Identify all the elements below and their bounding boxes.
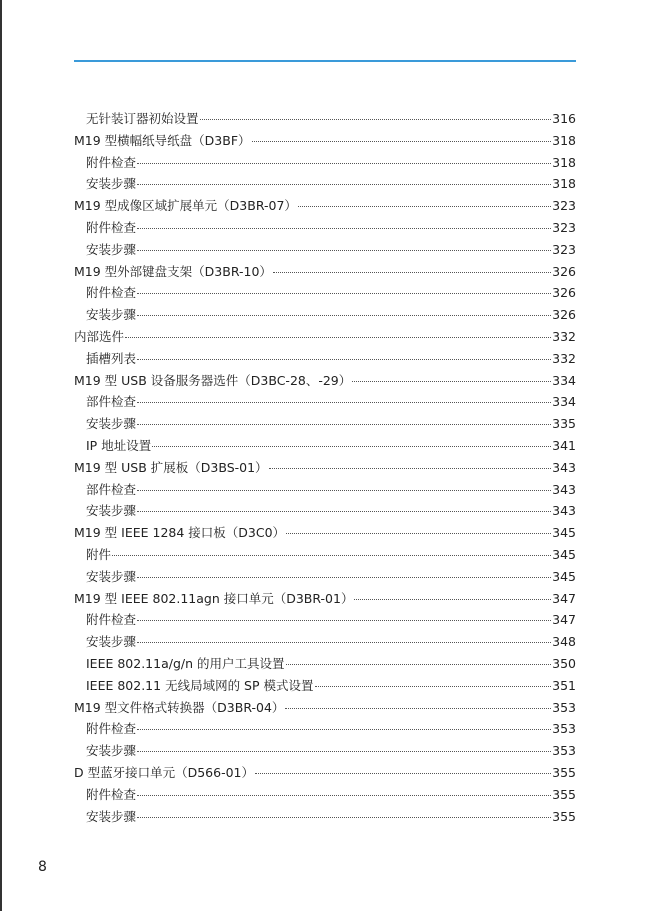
- toc-entry-title: M19 型 IEEE 1284 接口板（D3C0）: [74, 525, 286, 541]
- toc-leader-dots: [285, 707, 551, 709]
- toc-leader-dots: [286, 532, 551, 534]
- toc-leader-dots: [137, 576, 551, 578]
- toc-entry[interactable]: [74, 261, 576, 283]
- toc-entry-title: M19 型文件格式转换器（D3BR-04）: [74, 699, 285, 715]
- toc-entry-page: 323: [552, 241, 576, 257]
- toc-entry-title: 附件检查: [86, 285, 137, 301]
- toc-leader-dots: [137, 227, 551, 229]
- toc-entry[interactable]: [74, 413, 576, 435]
- toc-entry-page: 348: [552, 634, 576, 650]
- toc-entry-title: M19 型 IEEE 802.11agn 接口单元（D3BR-01）: [74, 590, 354, 606]
- toc-leader-dots: [137, 489, 551, 491]
- toc-entry[interactable]: [74, 304, 576, 326]
- toc-entry-title: D 型蓝牙接口单元（D566-01）: [74, 764, 254, 780]
- toc-entry[interactable]: [74, 544, 576, 566]
- toc-entry-title: 安装步骤: [86, 416, 137, 432]
- toc-entry-page: 334: [552, 394, 576, 410]
- toc-leader-dots: [137, 510, 551, 512]
- toc-entry-title: 部件检查: [86, 394, 137, 410]
- toc-leader-dots: [352, 380, 551, 382]
- toc-entry[interactable]: [74, 435, 576, 457]
- toc-entry[interactable]: [74, 239, 576, 261]
- toc-entry-page: 353: [552, 743, 576, 759]
- toc-entry[interactable]: [74, 500, 576, 522]
- toc-entry-page: 318: [552, 176, 576, 192]
- toc-entry[interactable]: [74, 479, 576, 501]
- toc-entry[interactable]: [74, 806, 576, 828]
- toc-entry-title: IP 地址设置: [86, 437, 152, 453]
- toc-leader-dots: [137, 794, 551, 796]
- toc-entry[interactable]: [74, 784, 576, 806]
- toc-entry-page: 316: [552, 111, 576, 126]
- toc-entry-page: 353: [552, 699, 576, 715]
- toc-entry-title: 安装步骤: [86, 743, 137, 759]
- toc-leader-dots: [315, 685, 552, 687]
- toc-leader-dots: [269, 467, 552, 469]
- toc-entry-title: 安装步骤: [86, 808, 137, 824]
- toc-entry-page: 326: [552, 307, 576, 323]
- toc-entry-page: 347: [552, 590, 576, 606]
- toc-entry[interactable]: [74, 348, 576, 370]
- toc-entry-page: 323: [552, 219, 576, 235]
- toc-leader-dots: [286, 663, 552, 665]
- toc-entry-page: 318: [552, 154, 576, 170]
- toc-entry[interactable]: [74, 195, 576, 217]
- toc-entry-page: 345: [552, 568, 576, 584]
- toc-leader-dots: [354, 598, 551, 600]
- toc-entry-page: 343: [552, 503, 576, 519]
- toc-entry[interactable]: [74, 653, 576, 675]
- toc-entry[interactable]: [74, 740, 576, 762]
- toc-leader-dots: [298, 205, 551, 207]
- toc-entry[interactable]: [74, 697, 576, 719]
- toc-entry[interactable]: [74, 217, 576, 239]
- toc-entry[interactable]: [74, 588, 576, 610]
- toc-entry-page: 355: [552, 808, 576, 824]
- toc-entry-page: 332: [552, 328, 576, 344]
- toc-entry-page: 323: [552, 198, 576, 214]
- toc-entry-title: M19 型外部键盘支架（D3BR-10）: [74, 263, 272, 279]
- toc-entry[interactable]: [74, 675, 576, 697]
- toc-entry-title: M19 型成像区域扩展单元（D3BR-07）: [74, 198, 297, 214]
- toc-entry[interactable]: [74, 326, 576, 348]
- toc-entry-title: 附件检查: [86, 612, 137, 628]
- toc-entry[interactable]: [74, 457, 576, 479]
- toc-entry-title: M19 型 USB 设备服务器选件（D3BC-28、-29）: [74, 372, 352, 388]
- toc-entry-title: 无针装订器初始设置: [86, 111, 199, 126]
- toc-entry-page: 343: [552, 481, 576, 497]
- toc-leader-dots: [137, 641, 551, 643]
- toc-entry[interactable]: [74, 370, 576, 392]
- toc-entry-page: 343: [552, 459, 576, 475]
- toc-entry-title: 安装步骤: [86, 503, 137, 519]
- toc-entry[interactable]: [74, 108, 576, 130]
- toc-leader-dots: [137, 292, 551, 294]
- toc-leader-dots: [137, 249, 551, 251]
- toc-entry-title: 部件检查: [86, 481, 137, 497]
- toc-entry-page: 355: [552, 786, 576, 802]
- toc-entry-title: 安装步骤: [86, 241, 137, 257]
- toc-leader-dots: [125, 336, 551, 338]
- toc-leader-dots: [137, 728, 551, 730]
- toc-entry-page: 350: [552, 655, 576, 671]
- toc-entry[interactable]: [74, 609, 576, 631]
- toc-entry[interactable]: [74, 391, 576, 413]
- header-rule: [74, 60, 576, 62]
- toc-entry[interactable]: [74, 762, 576, 784]
- toc-entry-page: 332: [552, 350, 576, 366]
- toc-entry-title: M19 型 USB 扩展板（D3BS-01）: [74, 459, 268, 475]
- toc-leader-dots: [137, 183, 551, 185]
- toc-entry[interactable]: [74, 130, 576, 152]
- toc-entry-page: 345: [552, 525, 576, 541]
- toc-entry-page: 326: [552, 263, 576, 279]
- toc-entry[interactable]: [74, 173, 576, 195]
- toc-leader-dots: [152, 445, 551, 447]
- toc-entry-title: 插槽列表: [86, 350, 137, 366]
- toc-leader-dots: [137, 619, 551, 621]
- toc-entry-title: 附件检查: [86, 154, 137, 170]
- toc-entry-page: 347: [552, 612, 576, 628]
- toc-entry[interactable]: [74, 152, 576, 174]
- toc-leader-dots: [200, 118, 552, 120]
- table-of-contents: [74, 108, 576, 827]
- toc-leader-dots: [137, 401, 551, 403]
- toc-entry-title: 安装步骤: [86, 176, 137, 192]
- toc-entry[interactable]: [74, 566, 576, 588]
- toc-entry-page: 318: [552, 132, 576, 148]
- toc-entry-title: 安装步骤: [86, 307, 137, 323]
- toc-leader-dots: [137, 314, 551, 316]
- toc-entry-page: 341: [552, 437, 576, 453]
- toc-leader-dots: [137, 816, 551, 818]
- toc-leader-dots: [255, 772, 551, 774]
- toc-entry-title: 附件: [86, 546, 112, 562]
- toc-entry-title: 附件检查: [86, 721, 137, 737]
- toc-entry-title: 内部选件: [74, 328, 125, 344]
- toc-entry[interactable]: [74, 718, 576, 740]
- toc-entry[interactable]: [74, 522, 576, 544]
- toc-entry-title: 附件检查: [86, 219, 137, 235]
- toc-leader-dots: [252, 140, 552, 142]
- toc-leader-dots: [137, 750, 551, 752]
- toc-entry-page: 326: [552, 285, 576, 301]
- toc-leader-dots: [137, 162, 551, 164]
- toc-entry-page: 345: [552, 546, 576, 562]
- toc-entry-title: 安装步骤: [86, 634, 137, 650]
- toc-entry-page: 335: [552, 416, 576, 432]
- toc-entry[interactable]: [74, 282, 576, 304]
- page-number: 8: [38, 859, 47, 875]
- toc-leader-dots: [137, 358, 551, 360]
- toc-entry-page: 353: [552, 721, 576, 737]
- toc-leader-dots: [273, 271, 551, 273]
- toc-entry-title: IEEE 802.11a/g/n 的用户工具设置: [86, 655, 285, 671]
- toc-entry-page: 334: [552, 372, 576, 388]
- toc-entry[interactable]: [74, 631, 576, 653]
- toc-entry-page: 351: [552, 677, 576, 693]
- toc-leader-dots: [112, 554, 551, 556]
- toc-entry-title: 安装步骤: [86, 568, 137, 584]
- toc-entry-title: IEEE 802.11 无线局域网的 SP 模式设置: [86, 677, 314, 693]
- toc-entry-title: 附件检查: [86, 786, 137, 802]
- toc-entry-page: 355: [552, 764, 576, 780]
- toc-entry-title: M19 型横幅纸导纸盘（D3BF）: [74, 132, 251, 148]
- page-left-border: [0, 0, 2, 911]
- toc-leader-dots: [137, 423, 551, 425]
